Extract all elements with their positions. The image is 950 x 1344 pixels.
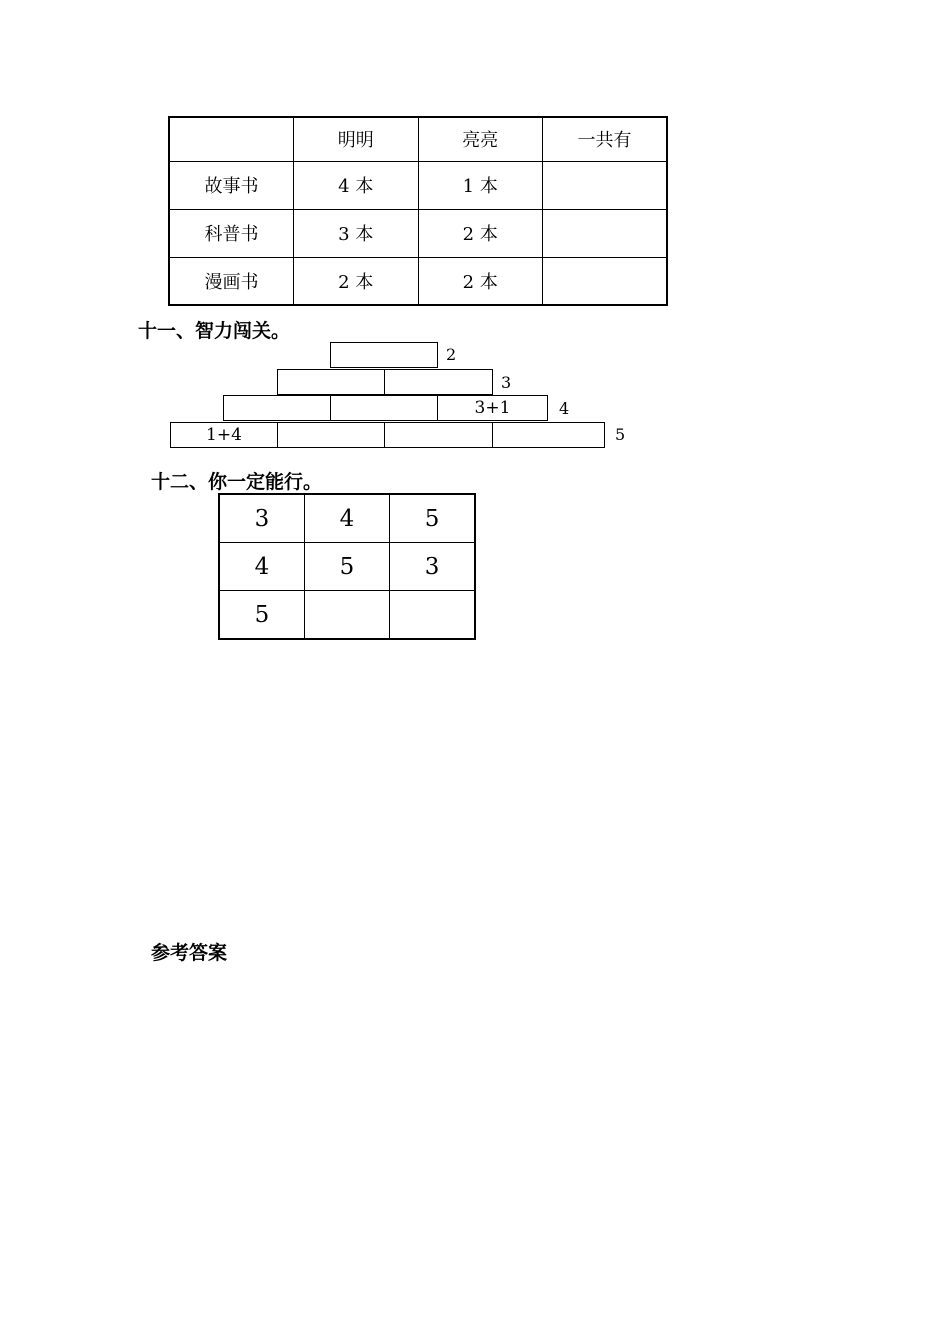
grid-cell: 4 <box>219 543 304 591</box>
grid-row <box>219 591 475 640</box>
grid-cell-answer[interactable] <box>390 591 475 640</box>
header-cell-total: 一共有 <box>543 117 668 161</box>
row-label-4: 5 <box>615 425 626 444</box>
table-row <box>169 209 667 257</box>
brick[interactable] <box>223 395 331 421</box>
grid-cell: 3 <box>219 494 304 543</box>
number-grid <box>218 493 476 640</box>
answer-cell[interactable] <box>543 209 668 257</box>
row-label-2: 3 <box>501 373 512 392</box>
section-12-title: 十二、你一定能行。 <box>151 471 323 493</box>
row-label-3: 4 <box>559 399 570 418</box>
grid-cell: 5 <box>304 543 389 591</box>
header-cell-mingming: 明明 <box>294 117 419 161</box>
grid-cell-answer[interactable] <box>304 591 389 640</box>
answer-cell[interactable] <box>543 161 668 209</box>
header-cell-blank <box>169 117 294 161</box>
table-cell: 2 本 <box>418 209 543 257</box>
table-row <box>169 161 667 209</box>
table-header-row <box>169 117 667 161</box>
answers-title: 参考答案 <box>151 942 228 964</box>
table-cell: 1 本 <box>418 161 543 209</box>
book-table <box>168 116 668 306</box>
row-label-1: 2 <box>446 345 457 364</box>
header-cell-liangliang: 亮亮 <box>418 117 543 161</box>
row-label: 漫画书 <box>169 257 294 305</box>
brick[interactable] <box>277 369 385 395</box>
section-11-title: 十一、智力闯关。 <box>138 320 291 342</box>
table-cell: 2 本 <box>418 257 543 305</box>
grid-cell: 4 <box>304 494 389 543</box>
brick[interactable] <box>384 369 493 395</box>
brick[interactable] <box>330 342 438 368</box>
answer-cell[interactable] <box>543 257 668 305</box>
brick[interactable] <box>277 422 385 448</box>
brick: 1+4 <box>170 422 278 448</box>
row-label: 故事书 <box>169 161 294 209</box>
grid-cell: 5 <box>390 494 475 543</box>
table-cell: 2 本 <box>294 257 419 305</box>
grid-cell: 3 <box>390 543 475 591</box>
grid-row <box>219 494 475 543</box>
brick[interactable] <box>384 422 493 448</box>
table-row <box>169 257 667 305</box>
brick: 3+1 <box>437 395 548 421</box>
row-label: 科普书 <box>169 209 294 257</box>
grid-cell: 5 <box>219 591 304 640</box>
brick[interactable] <box>492 422 605 448</box>
grid-row <box>219 543 475 591</box>
table-cell: 4 本 <box>294 161 419 209</box>
table-cell: 3 本 <box>294 209 419 257</box>
brick[interactable] <box>330 395 438 421</box>
